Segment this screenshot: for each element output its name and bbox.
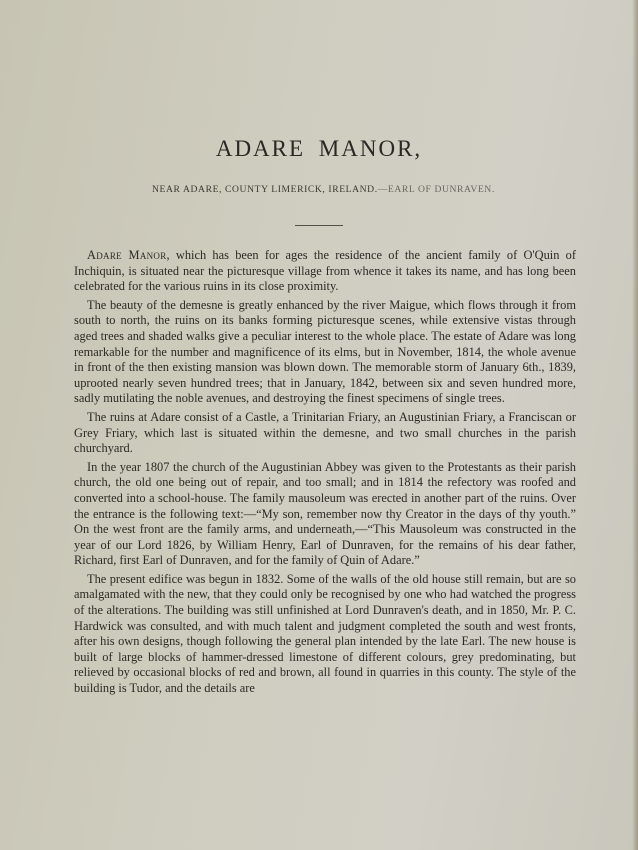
body-text (74, 248, 576, 700)
paragraph-text: The ruins at Adare consist of a Castle, a Trinitarian Friary, an Augustinian Friary, a Franciscan or Grey Friary, which last is situated within the demesne, and two small churches in the parish churchyard. (74, 409, 576, 456)
paragraph-text: The present edifice was begun in 1832. Some of the walls of the old house still remain, but are so amalgamated with the new, that they could only be recognised by one who had watched the progress of the alterations. The building was still unfinished at Lord Dunraven's death, and in 1850, Mr. P. C. Hardwick was consulted, and with much talent and judgment completed the south and west fronts, after his own designs, though following the general plan intended by the late Earl. The new house is built of large blocks of hammer-dressed limestone of different colours, grey predominating, but relieved by occasional blocks of red and brown, all found in quarries in this county. The style of the building is Tudor, and the details are (74, 571, 576, 696)
subtitle-location: NEAR ADARE, COUNTY LIMERICK, IRELAND. (152, 184, 378, 195)
page-title: ADARE MANOR, (215, 136, 423, 161)
paragraph (74, 572, 576, 697)
paragraph (74, 248, 576, 295)
page-edge-shadow (632, 0, 638, 850)
title-divider (295, 225, 343, 226)
paragraph-lead: Adare Manor (87, 248, 167, 262)
paragraph-text: , which has been for ages the residence of the ancient family of O'Quin of Inchiquin, is situated near the picturesque village from whence it takes its name, and has long been celebrated for the various ruins in its close proximity. (74, 248, 576, 294)
page-subtitle (152, 184, 552, 195)
paragraph-text: The beauty of the demesne is greatly enhanced by the river Maigue, which flows through it from south to north, the ruins on its banks forming picturesque scenes, while extensive vistas through aged trees and shaded walks give a peculiar interest to the whole place. The estate of Adare was long remarkable for the number and magnificence of its elms, but in November, 1814, the whole avenue in front of the then existing mansion was blown down. The memorable storm of January 6th., 1839, uprooted nearly seven hundred trees; that in January, 1842, between six and seven hundred more, sadly mutilating the noble avenues, and destroying the finest specimens of single trees. (74, 297, 576, 406)
subtitle-owner: —EARL OF DUNRAVEN. (377, 184, 495, 195)
paragraph (74, 460, 576, 569)
paragraph (74, 298, 576, 407)
paragraph (74, 410, 576, 457)
paragraph-text: In the year 1807 the church of the Augustinian Abbey was given to the Protestants as their parish church, the old one being out of repair, and too small; and in 1814 the refectory was roofed and converted into a school-house. The family mausoleum was erected in another part of the ruins. Over the entrance is the following text:—“My son, remember now thy Creator in the days of thy youth.” On the west front are the family arms, and underneath,—“This Mausoleum was constructed in the year of our Lord 1826, by William Henry, Earl of Dunraven, for the remains of his dear father, Richard, first Earl of Dunraven, and for the family of Quin of Adare.” (74, 459, 576, 568)
